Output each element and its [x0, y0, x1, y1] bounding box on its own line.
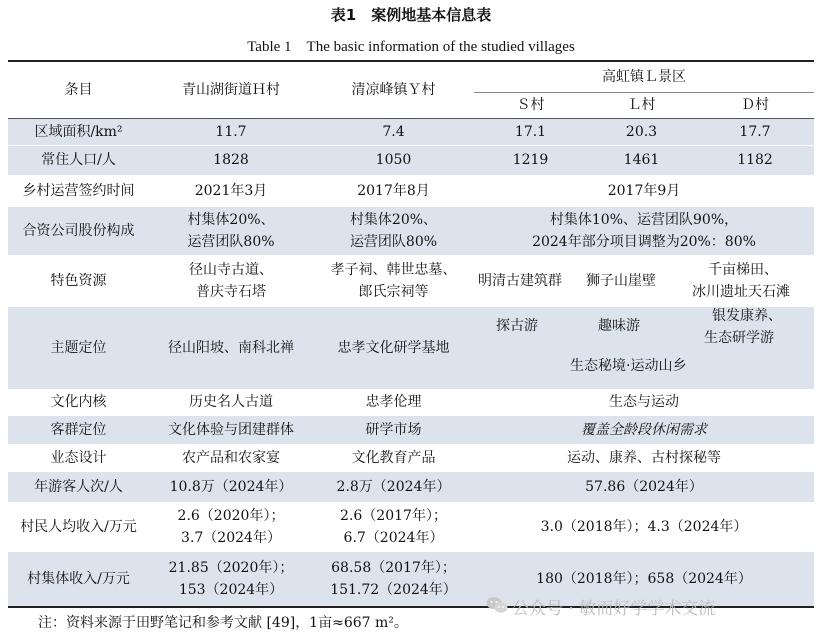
- row-label-collective: 村集体收入/万元: [8, 552, 149, 606]
- cell-share-l-line2: 2024年部分项目调整为20%：80%: [532, 233, 756, 250]
- table-title-zh: 表1 案例地基本信息表: [330, 6, 492, 24]
- cell-income-y: [313, 502, 474, 552]
- cell-collective-l-area: 180（2018年）；658（2024年）: [474, 552, 814, 606]
- table-row: [8, 119, 814, 146]
- cell-sign-h: 2021年3月: [149, 175, 313, 207]
- cell-income-l-area: 3.0（2018年）；4.3（2024年）: [474, 502, 814, 552]
- table-row: [8, 146, 814, 175]
- row-label-population: 常住人口/人: [8, 146, 149, 175]
- cell-feature-h: [149, 255, 313, 307]
- table-row: [8, 416, 814, 444]
- header-h-village: 青山湖街道Ｈ村: [149, 62, 313, 118]
- cell-area-y: 7.4: [313, 119, 474, 146]
- cell-pop-d: 1182: [696, 146, 814, 175]
- cell-collective-y-line2: 151.72（2024年）: [330, 581, 457, 598]
- cell-culture-l-area: 生态与运动: [474, 389, 814, 416]
- header-l-scenic-area: 高虹镇Ｌ景区: [474, 62, 814, 92]
- cell-feature-l-area: [474, 255, 814, 307]
- cell-customer-l-area: 覆盖全龄段休闲需求: [474, 416, 814, 444]
- table-title-en: Table 1 The basic information of the studied villages: [247, 39, 575, 55]
- cell-feature-d-line1: 千亩梯田、: [708, 261, 778, 278]
- table-row: [8, 389, 814, 416]
- cell-visitors-y: 2.8万（2024年）: [313, 472, 474, 502]
- cell-customer-h: 文化体验与团建群体: [149, 416, 313, 444]
- cell-theme-d-line1: 银发康养、: [712, 307, 782, 324]
- table-row: [8, 307, 814, 389]
- row-label-visitors: 年游客人次/人: [8, 472, 149, 502]
- row-label-business: 业态设计: [8, 444, 149, 472]
- table-row: [8, 255, 814, 307]
- row-label-signing: 乡村运营签约时间: [8, 175, 149, 207]
- cell-feature-h-line2: 普庆寺石塔: [196, 283, 266, 300]
- cell-feature-s: 明清古建筑群: [478, 272, 562, 289]
- cell-theme-y: 忠孝文化研学基地: [313, 307, 474, 389]
- row-label-customer: 客群定位: [8, 416, 149, 444]
- header-l-village: Ｌ村: [587, 92, 696, 118]
- cell-collective-h: [149, 552, 313, 606]
- cell-income-y-line2: 6.7（2024年）: [343, 529, 444, 546]
- cell-share-h: [149, 207, 313, 255]
- cell-theme-l-area-slogan: 生态秘境·运动山乡: [570, 357, 687, 374]
- cell-income-h-line1: 2.6（2020年）；: [177, 507, 285, 524]
- cell-theme-s: 探古游: [496, 317, 538, 334]
- header-row: [8, 62, 814, 92]
- cell-pop-l: 1461: [587, 146, 696, 175]
- cell-theme-h: 径山阳坡、南科北禅: [149, 307, 313, 389]
- cell-feature-l: 狮子山崖壁: [586, 272, 656, 289]
- cell-customer-y: 研学市场: [313, 416, 474, 444]
- header-s-village: Ｓ村: [474, 92, 587, 118]
- cell-pop-s: 1219: [474, 146, 587, 175]
- cell-theme-d-line2: 生态研学游: [704, 329, 774, 346]
- row-label-area: 区域面积/km²: [8, 119, 149, 146]
- cell-pop-h: 1828: [149, 146, 313, 175]
- cell-collective-y: [313, 552, 474, 606]
- cell-share-h-line1: 村集体20%、: [187, 211, 275, 228]
- info-table: [8, 62, 814, 606]
- cell-income-h-line2: 3.7（2024年）: [181, 529, 281, 546]
- cell-visitors-h: 10.8万（2024年）: [149, 472, 313, 502]
- row-label-income: 村民人均收入/万元: [8, 502, 149, 552]
- table-row: [8, 175, 814, 207]
- cell-business-h: 农产品和农家宴: [149, 444, 313, 472]
- cell-feature-y: [313, 255, 474, 307]
- cell-share-l-area: [474, 207, 814, 255]
- table-row: [8, 502, 814, 552]
- table-note: 注：资料来源于田野笔记和参考文献 [49]，1亩≈667 m²。: [38, 615, 408, 631]
- cell-business-y: 文化教育产品: [313, 444, 474, 472]
- cell-area-d: 17.7: [696, 119, 814, 146]
- cell-theme-l-area: [474, 307, 814, 389]
- watermark-text: 公众号 · 敏而好学学术交流: [512, 599, 716, 619]
- cell-share-y-line1: 村集体20%、: [349, 211, 438, 228]
- cell-collective-h-line1: 21.85（2020年）；: [168, 559, 294, 576]
- cell-collective-y-line1: 68.58（2017年）；: [331, 559, 456, 576]
- header-item: 条目: [8, 62, 149, 118]
- cell-feature-h-line1: 径山寺古道、: [189, 261, 273, 278]
- cell-share-y: [313, 207, 474, 255]
- cell-share-y-line2: 运营团队80%: [349, 233, 438, 250]
- cell-feature-y-line2: 郎氏宗祠等: [358, 283, 429, 300]
- cell-income-h: [149, 502, 313, 552]
- table-row: [8, 472, 814, 502]
- cell-area-s: 17.1: [474, 119, 587, 146]
- header-y-village: 清凉峰镇Ｙ村: [313, 62, 474, 118]
- cell-area-h: 11.7: [149, 119, 313, 146]
- cell-culture-h: 历史名人古道: [149, 389, 313, 416]
- cell-culture-y: 忠孝伦理: [313, 389, 474, 416]
- cell-feature-d-line2: 冰川遗址天石滩: [692, 283, 790, 300]
- cell-pop-y: 1050: [313, 146, 474, 175]
- row-label-share: 合资公司股份构成: [8, 207, 149, 255]
- cell-share-l-line1: 村集体10%、运营团队90%，: [549, 211, 739, 228]
- cell-feature-y-line1: 孝子祠、韩世忠墓、: [330, 261, 457, 278]
- cell-sign-y: 2017年8月: [313, 175, 474, 207]
- cell-sign-l-area: 2017年9月: [474, 175, 814, 207]
- row-label-feature: 特色资源: [8, 255, 149, 307]
- header-d-village: Ｄ村: [696, 92, 814, 118]
- row-label-theme: 主题定位: [8, 307, 149, 389]
- table-row: [8, 444, 814, 472]
- wechat-icon: [486, 596, 508, 614]
- cell-business-l-area: 运动、康养、古村探秘等: [474, 444, 814, 472]
- cell-income-y-line1: 2.6（2017年）；: [340, 507, 447, 524]
- table-row: [8, 207, 814, 255]
- cell-area-l: 20.3: [587, 119, 696, 146]
- row-label-culture: 文化内核: [8, 389, 149, 416]
- cell-visitors-l-area: 57.86（2024年）: [474, 472, 814, 502]
- cell-share-h-line2: 运营团队80%: [187, 233, 275, 250]
- cell-theme-l: 趣味游: [598, 317, 640, 334]
- cell-collective-h-line2: 153（2024年）: [178, 581, 284, 598]
